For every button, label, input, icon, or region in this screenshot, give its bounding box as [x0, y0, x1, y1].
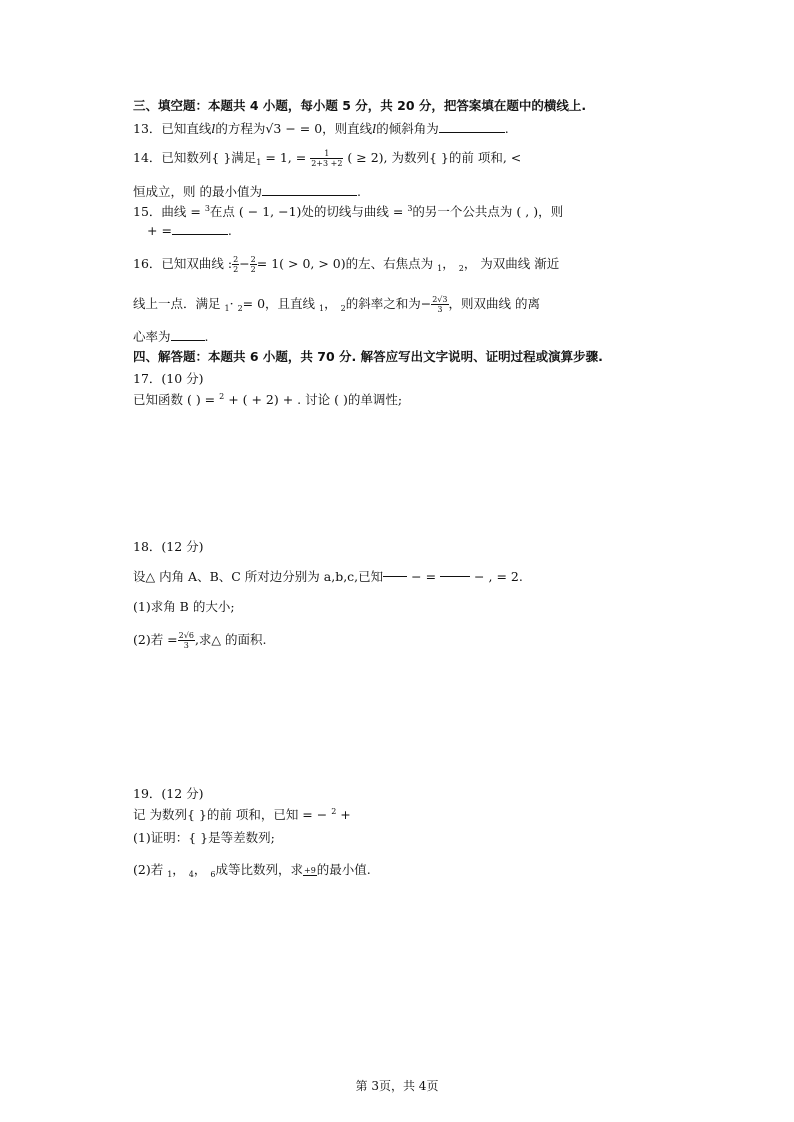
question-16-line2	[133, 294, 540, 314]
q16-frac-2	[250, 255, 257, 274]
q13-answer-blank[interactable]	[439, 120, 505, 133]
q18-part2-frac-num: 2√6	[178, 631, 194, 640]
q16-line2-sub-1: 1	[224, 304, 230, 313]
question-14-line2	[133, 182, 361, 200]
q19-text-b: +	[336, 807, 351, 822]
question-15-line2	[147, 222, 232, 238]
q16-text-a: 16．已知双曲线 :	[133, 256, 233, 271]
question-19	[133, 805, 351, 823]
question-16	[133, 254, 559, 274]
q18-text-c: − , = 2.	[474, 569, 523, 584]
q16-minus: −	[239, 256, 250, 271]
q17-text-a: 已知函数 ( ) =	[133, 392, 220, 407]
q15-sup-1: 3	[204, 204, 210, 213]
q13-text-e: − = 0，则直线	[285, 121, 373, 136]
q16-line2-sub-3: 1	[319, 304, 325, 313]
q16-frac1-num: 2	[233, 255, 239, 264]
q14-answer-blank[interactable]	[262, 183, 357, 196]
q16-text-b: = 1( > 0, > 0)的左、右焦点为	[256, 256, 434, 271]
q13-end: .	[504, 121, 509, 136]
q15-text-c: 的另一个公共点为 ( , )，则	[412, 204, 564, 219]
q14-text-b: = 1, =	[265, 150, 307, 165]
q16-line2-a: 线上一点．满足	[133, 296, 221, 311]
section-3-header: 三、填空题：本题共 4 小题，每小题 5 分，共 20 分，把答案填在题中的横线上.	[133, 98, 587, 113]
q19-part2-b: ，	[172, 862, 185, 877]
q14-text-a: 14．已知数列{ }满足	[133, 150, 257, 165]
q17-sup: 2	[219, 392, 225, 401]
q16-comma: ，	[442, 256, 455, 271]
q16-line2-b: ·	[229, 296, 234, 311]
q16-line2-frac-den: 3	[437, 305, 443, 314]
question-18-part2	[133, 630, 266, 650]
q15-text-a: 15．曲线 =	[133, 204, 205, 219]
q14-frac-num: 1	[310, 149, 343, 159]
q13-text-g: 的倾斜角为	[376, 121, 439, 136]
question-19-part1: (1)证明：{ }是等差数列;	[133, 830, 275, 845]
q19-part2-c: ，	[193, 862, 207, 877]
q19-part2-e: 的最小值.	[316, 862, 371, 877]
question-18	[133, 567, 523, 585]
q15-text-b: 在点 ( − 1, −1)处的切线与曲线 =	[209, 204, 408, 219]
q18-part2-a: (2)若 =	[133, 632, 178, 647]
q19-part2-d: 成等比数列，求	[215, 862, 303, 877]
q14-frac-den: 2+3 +2	[311, 159, 343, 168]
q13-var-l2: l	[372, 121, 377, 136]
q19-sub-4: 4	[188, 870, 194, 879]
q19-sub-1: 1	[167, 870, 173, 879]
q16-sub-2: 2	[458, 264, 464, 273]
question-18-title: 18．(12 分)	[133, 539, 204, 554]
q16-line2-f: ，则双曲线 的离	[448, 296, 540, 311]
q13-text-c: 的方程为	[215, 121, 266, 136]
q19-part2-a: (2)若	[133, 862, 164, 877]
q18-frac-bar-1	[383, 576, 407, 577]
q16-line2-e: 的斜率之和为−	[345, 296, 432, 311]
q16-answer-blank[interactable]	[171, 328, 205, 341]
q16-line2-sub-2: 2	[237, 304, 243, 313]
q16-text-c: ， 为双曲线 渐近	[463, 256, 560, 271]
q13-var-l: l	[211, 121, 216, 136]
q14-fraction	[310, 149, 343, 168]
q18-part2-frac-den: 3	[183, 641, 189, 650]
q16-frac2-num: 2	[250, 255, 256, 264]
q19-frac-num: +9	[304, 865, 316, 875]
q14-line2-text: 恒成立，则 的最小值为	[133, 184, 262, 199]
q16-line2-d: ，	[324, 296, 337, 311]
section-4-header: 四、解答题：本题共 6 小题，共 70 分. 解答应写出文字说明、证明过程或演算步骤.	[133, 349, 603, 364]
q15-line2-text: + =	[147, 223, 172, 238]
q17-text-b: + ( + 2) + . 讨论 ( )的单调性;	[224, 392, 403, 407]
question-16-line3	[133, 327, 209, 345]
q13-sqrt3: √3	[265, 121, 282, 136]
q19-fraction	[303, 866, 317, 876]
question-19-part2	[133, 860, 371, 879]
q15-sup-2: 3	[407, 204, 413, 213]
q14-end: .	[356, 184, 361, 199]
question-19-title: 19．(12 分)	[133, 786, 204, 801]
question-13	[133, 119, 509, 137]
q14-text-c: ( ≥ 2), 为数列{ }的前 项和, <	[347, 150, 522, 165]
q19-sup: 2	[331, 807, 337, 816]
page-footer: 第 3页，共 4页	[355, 1079, 439, 1093]
question-15	[133, 202, 563, 220]
q15-end: .	[227, 223, 232, 238]
question-14	[133, 148, 521, 168]
q16-line3-text: 心率为	[133, 329, 171, 344]
q16-end: .	[204, 329, 209, 344]
q19-text-a: 记 为数列{ }的前 项和，已知 = −	[133, 807, 332, 822]
q18-text-b: − =	[411, 569, 437, 584]
q16-frac1-den: 2	[233, 265, 239, 274]
question-17	[133, 390, 402, 408]
q16-line2-fraction	[431, 295, 448, 314]
q15-answer-blank[interactable]	[172, 222, 228, 235]
question-17-title: 17．(10 分)	[133, 371, 204, 386]
q18-part2-fraction	[178, 631, 195, 650]
q18-text-a: 设△ 内角 A、B、C 所对边分别为 a,b,c,已知	[133, 569, 384, 584]
q13-text-a: 13．已知直线	[133, 121, 212, 136]
question-18-part1: (1)求角 B 的大小;	[133, 599, 235, 614]
q18-frac-bar-2	[440, 576, 470, 577]
q16-frac2-den: 2	[250, 265, 256, 274]
q16-line2-c: = 0，且直线	[242, 296, 316, 311]
q14-sub-1: 1	[256, 158, 262, 167]
q16-sub-1: 1	[437, 264, 443, 273]
q16-line2-sub-4: 2	[340, 304, 346, 313]
q16-line2-frac-num: 2√3	[432, 295, 448, 304]
q18-part2-b: ,求△ 的面积.	[194, 632, 267, 647]
q19-sub-6: 6	[210, 870, 216, 879]
